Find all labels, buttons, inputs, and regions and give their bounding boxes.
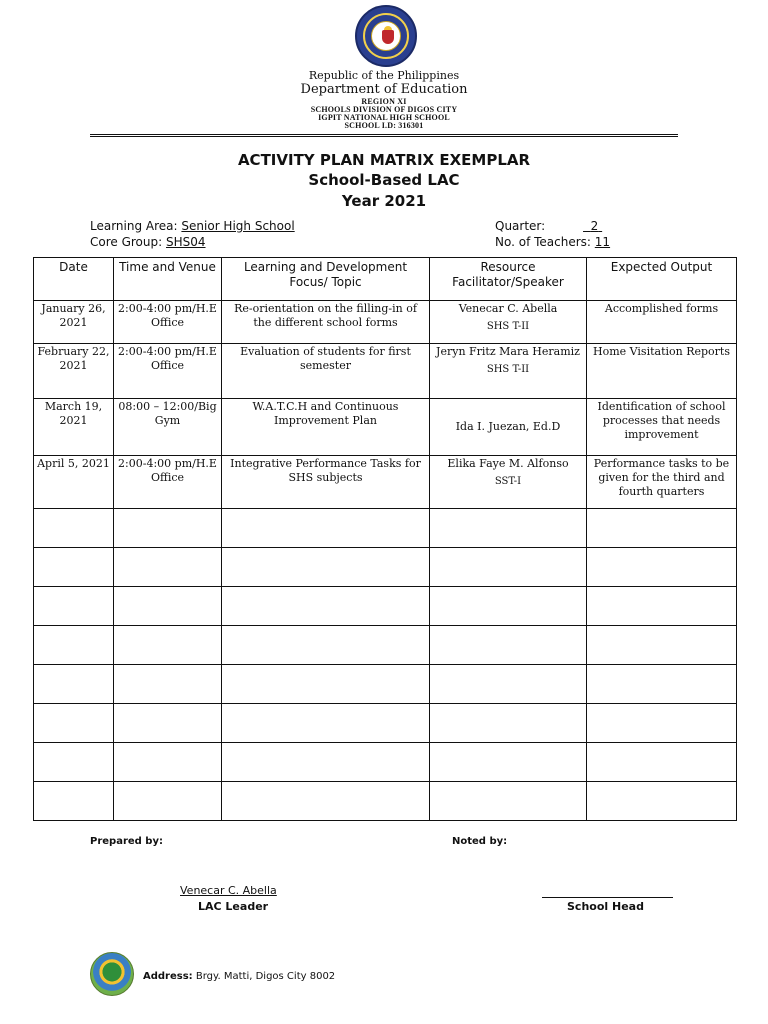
empty-row — [34, 509, 737, 548]
region-line: REGION XI — [361, 97, 407, 106]
column-header: Expected Output — [587, 258, 737, 301]
noted-by-label: Noted by: — [452, 836, 508, 847]
doc-subtitle: School-Based LAC — [308, 171, 460, 189]
school-id-line: SCHOOL I.D: 316301 — [344, 121, 424, 130]
speaker-name: Jeryn Fritz Mara Heramiz — [436, 345, 580, 358]
address-value: Brgy. Matti, Digos City 8002 — [195, 971, 336, 982]
core-group-label: Core Group: — [90, 235, 163, 249]
speaker-position: SST-I — [494, 476, 522, 487]
column-header: Resource Facilitator/Speaker — [430, 258, 587, 301]
date-cell: March 19, 2021 — [34, 399, 114, 456]
noted-by-role: School Head — [567, 900, 644, 913]
republic-line: Republic of the Philippines — [308, 69, 460, 82]
output-cell: Performance tasks to be given for the third and fourth quarters — [587, 456, 737, 509]
table-row — [34, 301, 737, 344]
output-cell: Home Visitation Reports — [587, 344, 737, 399]
date-cell: February 22, 2021 — [34, 344, 114, 399]
address-label: Address: — [143, 971, 193, 982]
time-venue-cell: 2:00-4:00 pm/H.E Office — [114, 456, 222, 509]
speaker-position: SHS T-II — [486, 321, 530, 332]
column-header: Date — [34, 258, 114, 301]
division-line: SCHOOLS DIVISION OF DIGOS CITY — [310, 105, 458, 114]
empty-row — [34, 665, 737, 704]
core-group-value: SHS04 — [166, 235, 206, 249]
date-cell: April 5, 2021 — [34, 456, 114, 509]
doc-year: Year 2021 — [341, 192, 427, 210]
school-line: IGPIT NATIONAL HIGH SCHOOL — [318, 113, 450, 122]
table-header-row — [34, 258, 737, 301]
core-group-field — [90, 235, 206, 249]
topic-cell: Re-orientation on the filling-in of the different school forms — [222, 301, 430, 344]
school-logo-icon — [90, 952, 134, 996]
topic-cell: Evaluation of students for first semester — [222, 344, 430, 399]
time-venue-cell: 2:00-4:00 pm/H.E Office — [114, 344, 222, 399]
empty-row — [34, 782, 737, 821]
quarter-label: Quarter: — [495, 219, 546, 233]
learning-area-label: Learning Area: — [90, 219, 178, 233]
header-divider-2 — [90, 136, 678, 137]
output-cell: Identification of school processes that needs improvement — [587, 399, 737, 456]
empty-row — [34, 548, 737, 587]
speaker-cell — [430, 301, 587, 344]
topic-cell: Integrative Performance Tasks for SHS subjects — [222, 456, 430, 509]
speaker-name: Elika Faye M. Alfonso — [447, 457, 569, 470]
quarter-field — [495, 219, 602, 233]
activity-matrix-table — [33, 257, 737, 821]
speaker-position: SHS T-II — [486, 364, 530, 375]
date-cell: January 26, 2021 — [34, 301, 114, 344]
speaker-name: Venecar C. Abella — [458, 302, 558, 315]
column-header: Learning and Development Focus/ Topic — [222, 258, 430, 301]
empty-row — [34, 704, 737, 743]
time-venue-cell: 08:00 – 12:00/Big Gym — [114, 399, 222, 456]
learning-area-field — [90, 219, 295, 233]
empty-row — [34, 626, 737, 665]
speaker-cell — [430, 344, 587, 399]
time-venue-cell: 2:00-4:00 pm/H.E Office — [114, 301, 222, 344]
department-line: Department of Education — [300, 82, 468, 97]
prepared-by-role: LAC Leader — [198, 900, 269, 913]
address-line — [143, 971, 335, 982]
table-row — [34, 399, 737, 456]
table-row — [34, 456, 737, 509]
topic-cell: W.A.T.C.H and Continuous Improvement Plan — [222, 399, 430, 456]
output-cell: Accomplished forms — [587, 301, 737, 344]
teachers-field — [495, 235, 610, 249]
prepared-by-name: Venecar C. Abella — [180, 884, 277, 897]
quarter-value: 2 — [590, 219, 599, 233]
doc-title: ACTIVITY PLAN MATRIX EXEMPLAR — [237, 151, 531, 169]
empty-row — [34, 587, 737, 626]
speaker-cell — [430, 456, 587, 509]
column-header: Time and Venue — [114, 258, 222, 301]
speaker-name: Ida I. Juezan, Ed.D — [455, 420, 561, 433]
teachers-value: 11 — [594, 235, 611, 249]
prepared-by-label: Prepared by: — [90, 836, 163, 847]
signature-line — [542, 897, 673, 898]
empty-row — [34, 743, 737, 782]
deped-seal-icon — [355, 5, 417, 67]
table-row — [34, 344, 737, 399]
speaker-cell — [430, 399, 587, 456]
teachers-label: No. of Teachers: — [495, 235, 591, 249]
header-divider — [90, 134, 678, 135]
learning-area-value: Senior High School — [181, 219, 295, 233]
